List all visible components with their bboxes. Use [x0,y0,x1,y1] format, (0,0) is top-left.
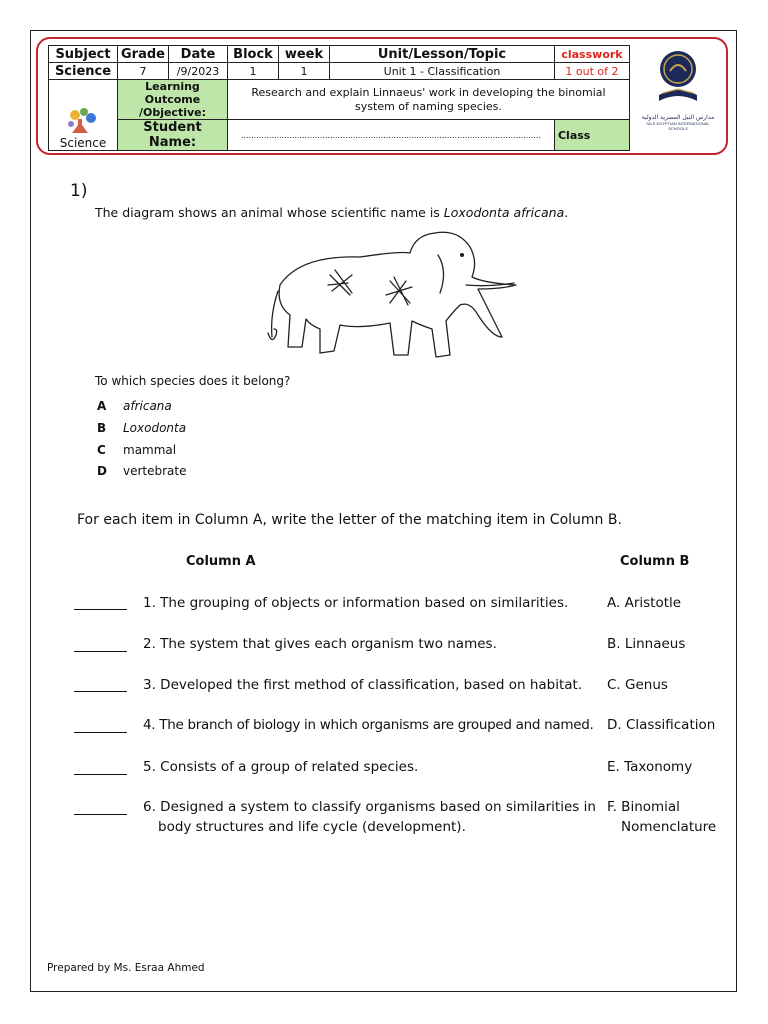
column-a-title: Column A [186,554,256,569]
answer-blank-2[interactable] [74,650,127,652]
column-b-item-b: B. Linnaeus [607,636,686,652]
column-b-item-f-continued: Nomenclature [621,819,717,835]
question-text-end: . [564,205,569,220]
science-flask-icon [63,105,103,135]
subject-value: Science [49,63,118,80]
question-text [95,205,568,220]
outcome-label: Learning Outcome /Objective: [118,80,228,120]
question-prompt: To which species does it belong? [95,374,291,388]
column-a-item-3: 3. Developed the first method of classification, based on habitat. [143,677,583,693]
block-label: Block [227,46,278,63]
elephant-illustration [240,225,530,365]
student-name-field[interactable]: ...................................................................................................................... [227,120,554,151]
option-text: Loxodonta [123,421,187,435]
column-b-title: Column B [620,554,690,569]
column-b-item-d: D. Classification [607,717,716,733]
page-frame [30,30,737,992]
column-b-item-a: A. Aristotle [607,595,682,611]
topic-value: Unit 1 - Classification [329,63,554,80]
answer-blank-1[interactable] [74,608,127,610]
option-c[interactable] [97,443,176,457]
date-value: /9/2023 [168,63,227,80]
option-b[interactable] [97,421,186,435]
matching-instructions: For each item in Column A, write the letter of the matching item in Column B. [77,512,622,528]
option-text: africana [123,399,172,413]
column-b-item-e: E. Taxonomy [607,759,693,775]
answer-blank-3[interactable] [74,690,127,692]
answer-blank-5[interactable] [74,773,127,775]
grade-label: Grade [118,46,169,63]
classwork-label: classwork [554,46,629,63]
option-text: mammal [123,443,177,457]
subject-label: Subject [49,46,118,63]
option-a[interactable] [97,399,172,413]
outcome-text: Research and explain Linnaeus' work in developing the binomial system of naming species. [227,80,629,120]
column-a-item-1: 1. The grouping of objects or information based on similarities. [143,595,569,611]
answer-blank-4[interactable] [74,731,127,733]
option-letter: C [97,443,106,457]
column-a-item-2: 2. The system that gives each organism two names. [143,636,497,652]
scientific-name: Loxodonta africana [443,205,565,220]
science-logo [49,80,118,151]
column-b-item-c: C. Genus [607,677,668,693]
header-table [48,45,630,151]
class-label: Class [554,120,629,151]
week-label: week [278,46,329,63]
science-logo-label: Science [59,136,107,150]
classwork-count: 1 out of 2 [554,63,629,80]
column-a-item-6: 6. Designed a system to classify organisms based on similarities in [143,799,596,815]
column-b-item-f: F. Binomial [607,799,680,815]
option-letter: A [97,399,107,413]
week-value: 1 [278,63,329,80]
school-name-english: NILE EGYPTIAN INTERNATIONAL SCHOOLS [646,121,710,131]
footer-author: Prepared by Ms. Esraa Ahmed [47,962,205,974]
column-a-item-6-continued: body structures and life cycle (development). [158,819,466,835]
question-number: 1) [70,181,88,201]
option-letter: B [97,421,107,435]
column-a-item-5: 5. Consists of a group of related species. [143,759,419,775]
school-name-arabic: مدارس النيل المصرية الدولية [641,114,715,121]
school-emblem-icon [653,49,703,107]
topic-label: Unit/Lesson/Topic [329,46,554,63]
option-text: vertebrate [123,464,187,478]
school-logo [638,49,718,139]
column-a-item-4: 4. The branch of biology in which organisms are grouped and named. [143,717,594,733]
worksheet-header [36,37,728,155]
block-value: 1 [227,63,278,80]
date-label: Date [168,46,227,63]
option-letter: D [97,464,107,478]
answer-blank-6[interactable] [74,813,127,815]
option-d[interactable] [97,464,187,478]
student-name-label: Student Name: [118,120,228,151]
question-text-start: The diagram shows an animal whose scientific name is [95,205,444,220]
grade-value: 7 [118,63,169,80]
